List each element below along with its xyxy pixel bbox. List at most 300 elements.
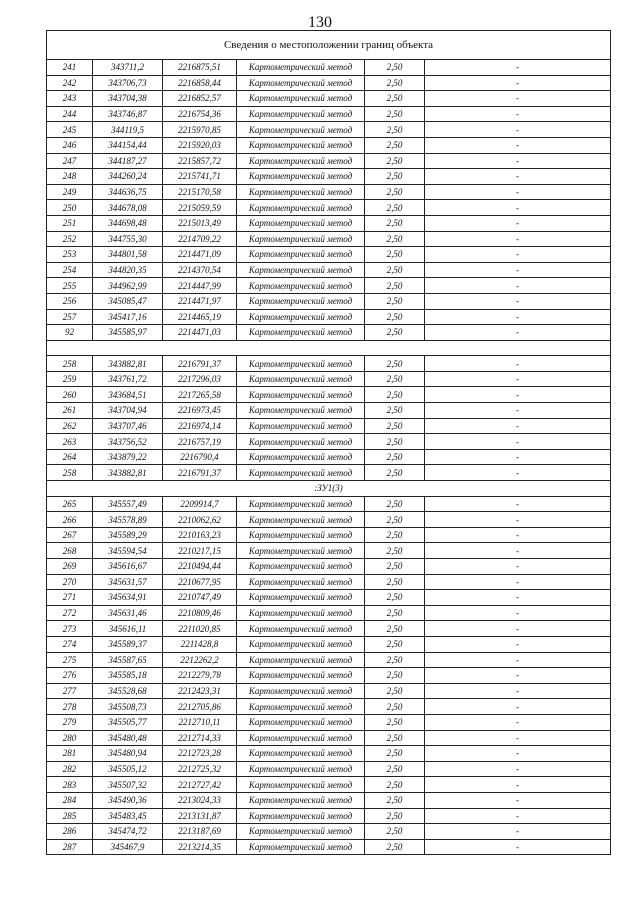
- x-coordinate-cell: 343761,72: [93, 371, 163, 387]
- description-cell: -: [425, 371, 611, 387]
- y-coordinate-cell: 2211020,85: [163, 621, 237, 637]
- x-coordinate-cell: 345631,46: [93, 605, 163, 621]
- description-cell: -: [425, 153, 611, 169]
- description-cell: -: [425, 605, 611, 621]
- y-coordinate-cell: 2212723,28: [163, 746, 237, 762]
- table-row: [47, 184, 611, 200]
- accuracy-cell: 2,50: [365, 699, 425, 715]
- method-cell: Картометрический метод: [237, 262, 365, 278]
- method-cell: Картометрический метод: [237, 839, 365, 855]
- point-number-cell: 249: [47, 184, 93, 200]
- boundary-table-container: [46, 30, 610, 855]
- description-cell: -: [425, 761, 611, 777]
- y-coordinate-cell: 2214471,03: [163, 325, 237, 341]
- y-coordinate-cell: 2216757,19: [163, 434, 237, 450]
- description-cell: -: [425, 106, 611, 122]
- description-cell: -: [425, 808, 611, 824]
- description-cell: -: [425, 387, 611, 403]
- table-row: [47, 278, 611, 294]
- point-number-cell: 285: [47, 808, 93, 824]
- method-cell: Картометрический метод: [237, 75, 365, 91]
- y-coordinate-cell: 2215920,03: [163, 137, 237, 153]
- method-cell: Картометрический метод: [237, 403, 365, 419]
- table-row: [47, 247, 611, 263]
- table-row: [47, 792, 611, 808]
- point-number-cell: 259: [47, 371, 93, 387]
- x-coordinate-cell: 345480,94: [93, 746, 163, 762]
- accuracy-cell: 2,50: [365, 403, 425, 419]
- table-row: [47, 122, 611, 138]
- y-coordinate-cell: 2212710,11: [163, 714, 237, 730]
- accuracy-cell: 2,50: [365, 496, 425, 512]
- method-cell: Картометрический метод: [237, 777, 365, 793]
- description-cell: -: [425, 590, 611, 606]
- y-coordinate-cell: 2209914,7: [163, 496, 237, 512]
- y-coordinate-cell: 2214471,97: [163, 293, 237, 309]
- x-coordinate-cell: 345578,89: [93, 512, 163, 528]
- accuracy-cell: 2,50: [365, 621, 425, 637]
- table-row: [47, 668, 611, 684]
- x-coordinate-cell: 345557,49: [93, 496, 163, 512]
- x-coordinate-cell: 344154,44: [93, 137, 163, 153]
- description-cell: -: [425, 496, 611, 512]
- point-number-cell: 254: [47, 262, 93, 278]
- accuracy-cell: 2,50: [365, 543, 425, 559]
- table-row: [47, 215, 611, 231]
- accuracy-cell: 2,50: [365, 636, 425, 652]
- accuracy-cell: 2,50: [365, 824, 425, 840]
- table-row: [47, 699, 611, 715]
- description-cell: -: [425, 543, 611, 559]
- table-title-row: [47, 31, 611, 60]
- method-cell: Картометрический метод: [237, 746, 365, 762]
- x-coordinate-cell: 344119,5: [93, 122, 163, 138]
- method-cell: Картометрический метод: [237, 169, 365, 185]
- y-coordinate-cell: 2212727,42: [163, 777, 237, 793]
- table-row: [47, 403, 611, 419]
- x-coordinate-cell: 345589,29: [93, 527, 163, 543]
- accuracy-cell: 2,50: [365, 792, 425, 808]
- table-row: [47, 200, 611, 216]
- y-coordinate-cell: 2213214,35: [163, 839, 237, 855]
- point-number-cell: 248: [47, 169, 93, 185]
- accuracy-cell: 2,50: [365, 106, 425, 122]
- method-cell: Картометрический метод: [237, 559, 365, 575]
- y-coordinate-cell: 2215741,71: [163, 169, 237, 185]
- table-row: [47, 60, 611, 76]
- table-row: [47, 730, 611, 746]
- x-coordinate-cell: 343711,2: [93, 60, 163, 76]
- table-row: [47, 371, 611, 387]
- y-coordinate-cell: 2216790,4: [163, 449, 237, 465]
- y-coordinate-cell: 2215170,58: [163, 184, 237, 200]
- y-coordinate-cell: 2214709,22: [163, 231, 237, 247]
- x-coordinate-cell: 343704,38: [93, 91, 163, 107]
- description-cell: -: [425, 184, 611, 200]
- description-cell: -: [425, 325, 611, 341]
- y-coordinate-cell: 2216754,36: [163, 106, 237, 122]
- point-number-cell: 280: [47, 730, 93, 746]
- method-cell: Картометрический метод: [237, 387, 365, 403]
- method-cell: Картометрический метод: [237, 153, 365, 169]
- table-row: [47, 75, 611, 91]
- description-cell: -: [425, 356, 611, 372]
- y-coordinate-cell: 2216791,37: [163, 465, 237, 481]
- method-cell: Картометрический метод: [237, 714, 365, 730]
- accuracy-cell: 2,50: [365, 122, 425, 138]
- x-coordinate-cell: 345490,36: [93, 792, 163, 808]
- x-coordinate-cell: 345505,12: [93, 761, 163, 777]
- x-coordinate-cell: 344962,99: [93, 278, 163, 294]
- point-number-cell: 271: [47, 590, 93, 606]
- method-cell: Картометрический метод: [237, 278, 365, 294]
- y-coordinate-cell: 2214465,19: [163, 309, 237, 325]
- y-coordinate-cell: 2215059,59: [163, 200, 237, 216]
- method-cell: Картометрический метод: [237, 60, 365, 76]
- y-coordinate-cell: 2216852,57: [163, 91, 237, 107]
- x-coordinate-cell: 345417,16: [93, 309, 163, 325]
- point-number-cell: 270: [47, 574, 93, 590]
- description-cell: -: [425, 247, 611, 263]
- point-number-cell: 92: [47, 325, 93, 341]
- description-cell: -: [425, 699, 611, 715]
- table-row: [47, 309, 611, 325]
- method-cell: Картометрический метод: [237, 293, 365, 309]
- table-row: [47, 91, 611, 107]
- x-coordinate-cell: 343706,73: [93, 75, 163, 91]
- x-coordinate-cell: 345467,9: [93, 839, 163, 855]
- boundary-coordinates-table: [46, 30, 611, 855]
- accuracy-cell: 2,50: [365, 200, 425, 216]
- description-cell: -: [425, 559, 611, 575]
- description-cell: -: [425, 75, 611, 91]
- x-coordinate-cell: 343746,87: [93, 106, 163, 122]
- table-row: [47, 636, 611, 652]
- table-row: [47, 621, 611, 637]
- x-coordinate-cell: 345616,11: [93, 621, 163, 637]
- accuracy-cell: 2,50: [365, 668, 425, 684]
- table-row: [47, 137, 611, 153]
- y-coordinate-cell: 2212714,33: [163, 730, 237, 746]
- description-cell: -: [425, 839, 611, 855]
- section-heading: :ЗУ1(3): [47, 481, 611, 497]
- table-row: [47, 652, 611, 668]
- accuracy-cell: 2,50: [365, 730, 425, 746]
- accuracy-cell: 2,50: [365, 559, 425, 575]
- accuracy-cell: 2,50: [365, 761, 425, 777]
- x-coordinate-cell: 343707,46: [93, 418, 163, 434]
- point-number-cell: 267: [47, 527, 93, 543]
- accuracy-cell: 2,50: [365, 309, 425, 325]
- method-cell: Картометрический метод: [237, 761, 365, 777]
- method-cell: Картометрический метод: [237, 730, 365, 746]
- accuracy-cell: 2,50: [365, 777, 425, 793]
- y-coordinate-cell: 2210163,23: [163, 527, 237, 543]
- accuracy-cell: 2,50: [365, 137, 425, 153]
- table-row: [47, 512, 611, 528]
- description-cell: -: [425, 262, 611, 278]
- table-row: [47, 418, 611, 434]
- accuracy-cell: 2,50: [365, 574, 425, 590]
- point-number-cell: 274: [47, 636, 93, 652]
- x-coordinate-cell: 345085,47: [93, 293, 163, 309]
- x-coordinate-cell: 345594,54: [93, 543, 163, 559]
- table-row: [47, 824, 611, 840]
- point-number-cell: 284: [47, 792, 93, 808]
- description-cell: -: [425, 621, 611, 637]
- x-coordinate-cell: 345616,67: [93, 559, 163, 575]
- point-number-cell: 281: [47, 746, 93, 762]
- method-cell: Картометрический метод: [237, 590, 365, 606]
- table-row: [47, 746, 611, 762]
- method-cell: Картометрический метод: [237, 605, 365, 621]
- method-cell: Картометрический метод: [237, 824, 365, 840]
- point-number-cell: 287: [47, 839, 93, 855]
- page-number: 130: [308, 14, 332, 31]
- description-cell: -: [425, 434, 611, 450]
- accuracy-cell: 2,50: [365, 278, 425, 294]
- point-number-cell: 277: [47, 683, 93, 699]
- table-row: [47, 839, 611, 855]
- accuracy-cell: 2,50: [365, 605, 425, 621]
- description-cell: -: [425, 231, 611, 247]
- accuracy-cell: 2,50: [365, 184, 425, 200]
- description-cell: -: [425, 60, 611, 76]
- x-coordinate-cell: 345505,77: [93, 714, 163, 730]
- method-cell: Картометрический метод: [237, 465, 365, 481]
- accuracy-cell: 2,50: [365, 714, 425, 730]
- x-coordinate-cell: 344755,30: [93, 231, 163, 247]
- description-cell: -: [425, 792, 611, 808]
- table-row: [47, 153, 611, 169]
- accuracy-cell: 2,50: [365, 434, 425, 450]
- accuracy-cell: 2,50: [365, 808, 425, 824]
- section-separator-row: [47, 340, 611, 356]
- point-number-cell: 268: [47, 543, 93, 559]
- table-row: [47, 559, 611, 575]
- x-coordinate-cell: 345507,32: [93, 777, 163, 793]
- y-coordinate-cell: 2213187,69: [163, 824, 237, 840]
- description-cell: -: [425, 215, 611, 231]
- x-coordinate-cell: 345585,97: [93, 325, 163, 341]
- method-cell: Картометрический метод: [237, 792, 365, 808]
- point-number-cell: 247: [47, 153, 93, 169]
- table-row: [47, 590, 611, 606]
- x-coordinate-cell: 345634,91: [93, 590, 163, 606]
- x-coordinate-cell: 344187,27: [93, 153, 163, 169]
- method-cell: Картометрический метод: [237, 356, 365, 372]
- description-cell: -: [425, 714, 611, 730]
- description-cell: -: [425, 512, 611, 528]
- point-number-cell: 255: [47, 278, 93, 294]
- point-number-cell: 263: [47, 434, 93, 450]
- method-cell: Картометрический метод: [237, 122, 365, 138]
- y-coordinate-cell: 2217296,03: [163, 371, 237, 387]
- method-cell: Картометрический метод: [237, 434, 365, 450]
- point-number-cell: 245: [47, 122, 93, 138]
- point-number-cell: 265: [47, 496, 93, 512]
- method-cell: Картометрический метод: [237, 636, 365, 652]
- method-cell: Картометрический метод: [237, 247, 365, 263]
- y-coordinate-cell: 2216875,51: [163, 60, 237, 76]
- table-row: [47, 605, 611, 621]
- accuracy-cell: 2,50: [365, 262, 425, 278]
- accuracy-cell: 2,50: [365, 293, 425, 309]
- y-coordinate-cell: 2214447,99: [163, 278, 237, 294]
- y-coordinate-cell: 2212423,31: [163, 683, 237, 699]
- accuracy-cell: 2,50: [365, 652, 425, 668]
- point-number-cell: 279: [47, 714, 93, 730]
- accuracy-cell: 2,50: [365, 418, 425, 434]
- x-coordinate-cell: 345631,57: [93, 574, 163, 590]
- description-cell: -: [425, 169, 611, 185]
- description-cell: -: [425, 293, 611, 309]
- description-cell: -: [425, 574, 611, 590]
- point-number-cell: 242: [47, 75, 93, 91]
- y-coordinate-cell: 2215857,72: [163, 153, 237, 169]
- table-row: [47, 527, 611, 543]
- table-row: [47, 169, 611, 185]
- description-cell: -: [425, 418, 611, 434]
- accuracy-cell: 2,50: [365, 512, 425, 528]
- table-row: [47, 574, 611, 590]
- y-coordinate-cell: 2212705,86: [163, 699, 237, 715]
- x-coordinate-cell: 345483,45: [93, 808, 163, 824]
- y-coordinate-cell: 2210217,15: [163, 543, 237, 559]
- description-cell: -: [425, 200, 611, 216]
- method-cell: Картометрический метод: [237, 200, 365, 216]
- point-number-cell: 246: [47, 137, 93, 153]
- point-number-cell: 258: [47, 465, 93, 481]
- y-coordinate-cell: 2214471,09: [163, 247, 237, 263]
- x-coordinate-cell: 343882,81: [93, 356, 163, 372]
- table-row: [47, 231, 611, 247]
- table-row: [47, 387, 611, 403]
- method-cell: Картометрический метод: [237, 309, 365, 325]
- method-cell: Картометрический метод: [237, 137, 365, 153]
- description-cell: -: [425, 91, 611, 107]
- point-number-cell: 256: [47, 293, 93, 309]
- y-coordinate-cell: 2217265,58: [163, 387, 237, 403]
- accuracy-cell: 2,50: [365, 527, 425, 543]
- table-row: [47, 293, 611, 309]
- accuracy-cell: 2,50: [365, 75, 425, 91]
- y-coordinate-cell: 2215970,85: [163, 122, 237, 138]
- description-cell: -: [425, 278, 611, 294]
- x-coordinate-cell: 345528,68: [93, 683, 163, 699]
- accuracy-cell: 2,50: [365, 247, 425, 263]
- method-cell: Картометрический метод: [237, 91, 365, 107]
- description-cell: -: [425, 746, 611, 762]
- point-number-cell: 252: [47, 231, 93, 247]
- method-cell: Картометрический метод: [237, 106, 365, 122]
- accuracy-cell: 2,50: [365, 153, 425, 169]
- description-cell: -: [425, 668, 611, 684]
- accuracy-cell: 2,50: [365, 683, 425, 699]
- point-number-cell: 276: [47, 668, 93, 684]
- accuracy-cell: 2,50: [365, 231, 425, 247]
- point-number-cell: 262: [47, 418, 93, 434]
- x-coordinate-cell: 343879,22: [93, 449, 163, 465]
- point-number-cell: 275: [47, 652, 93, 668]
- table-row: [47, 262, 611, 278]
- table-row: [47, 683, 611, 699]
- method-cell: Картометрический метод: [237, 184, 365, 200]
- point-number-cell: 283: [47, 777, 93, 793]
- x-coordinate-cell: 343684,51: [93, 387, 163, 403]
- accuracy-cell: 2,50: [365, 91, 425, 107]
- table-row: [47, 449, 611, 465]
- point-number-cell: 266: [47, 512, 93, 528]
- point-number-cell: 261: [47, 403, 93, 419]
- description-cell: -: [425, 636, 611, 652]
- table-row: [47, 714, 611, 730]
- description-cell: -: [425, 122, 611, 138]
- method-cell: Картометрический метод: [237, 543, 365, 559]
- accuracy-cell: 2,50: [365, 465, 425, 481]
- description-cell: -: [425, 652, 611, 668]
- y-coordinate-cell: 2216791,37: [163, 356, 237, 372]
- x-coordinate-cell: 344801,58: [93, 247, 163, 263]
- y-coordinate-cell: 2213131,87: [163, 808, 237, 824]
- y-coordinate-cell: 2210062,62: [163, 512, 237, 528]
- x-coordinate-cell: 345585,18: [93, 668, 163, 684]
- description-cell: -: [425, 777, 611, 793]
- table-row: [47, 356, 611, 372]
- method-cell: Картометрический метод: [237, 574, 365, 590]
- accuracy-cell: 2,50: [365, 60, 425, 76]
- method-cell: Картометрический метод: [237, 512, 365, 528]
- x-coordinate-cell: 344636,75: [93, 184, 163, 200]
- y-coordinate-cell: 2210677,95: [163, 574, 237, 590]
- y-coordinate-cell: 2210747,49: [163, 590, 237, 606]
- table-row: [47, 496, 611, 512]
- y-coordinate-cell: 2210809,46: [163, 605, 237, 621]
- table-title: Сведения о местоположении границ объекта: [47, 31, 611, 60]
- x-coordinate-cell: 345587,65: [93, 652, 163, 668]
- point-number-cell: 253: [47, 247, 93, 263]
- point-number-cell: 282: [47, 761, 93, 777]
- y-coordinate-cell: 2214370,54: [163, 262, 237, 278]
- x-coordinate-cell: 345508,73: [93, 699, 163, 715]
- method-cell: Картометрический метод: [237, 652, 365, 668]
- x-coordinate-cell: 344678,08: [93, 200, 163, 216]
- method-cell: Картометрический метод: [237, 496, 365, 512]
- accuracy-cell: 2,50: [365, 746, 425, 762]
- point-number-cell: 286: [47, 824, 93, 840]
- method-cell: Картометрический метод: [237, 371, 365, 387]
- y-coordinate-cell: 2213024,33: [163, 792, 237, 808]
- method-cell: Картометрический метод: [237, 418, 365, 434]
- description-cell: -: [425, 309, 611, 325]
- y-coordinate-cell: 2212725,32: [163, 761, 237, 777]
- y-coordinate-cell: 2212262,2: [163, 652, 237, 668]
- point-number-cell: 278: [47, 699, 93, 715]
- method-cell: Картометрический метод: [237, 215, 365, 231]
- description-cell: -: [425, 137, 611, 153]
- method-cell: Картометрический метод: [237, 449, 365, 465]
- point-number-cell: 272: [47, 605, 93, 621]
- point-number-cell: 264: [47, 449, 93, 465]
- y-coordinate-cell: 2216974,14: [163, 418, 237, 434]
- table-row: [47, 434, 611, 450]
- y-coordinate-cell: 2211428,8: [163, 636, 237, 652]
- x-coordinate-cell: 345480,48: [93, 730, 163, 746]
- point-number-cell: 260: [47, 387, 93, 403]
- y-coordinate-cell: 2215013,49: [163, 215, 237, 231]
- method-cell: Картометрический метод: [237, 527, 365, 543]
- x-coordinate-cell: 345474,72: [93, 824, 163, 840]
